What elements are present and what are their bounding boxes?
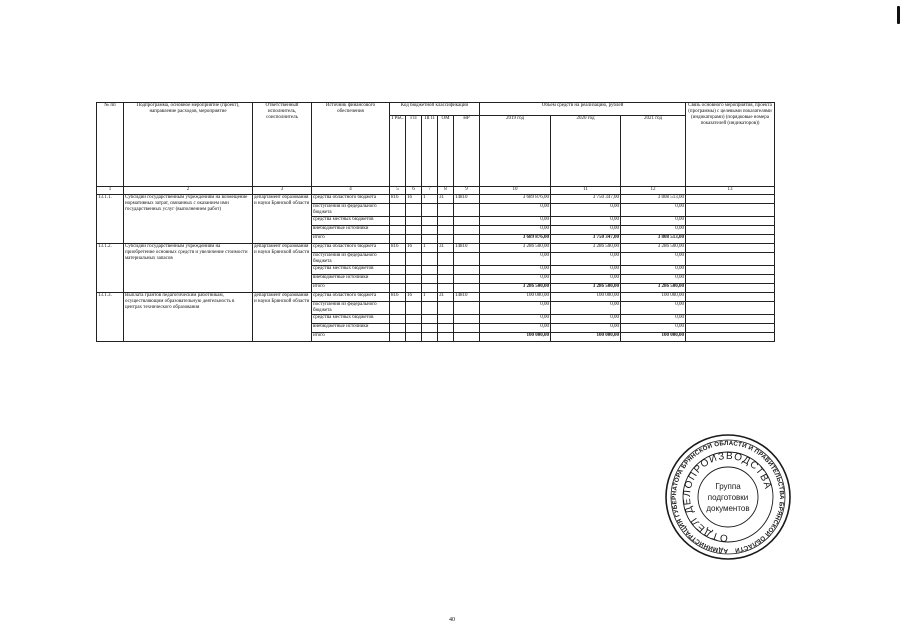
header-gp: ГП — [406, 116, 422, 187]
indicator-link-cell — [686, 275, 775, 284]
indicator-link-cell — [686, 266, 775, 275]
budget-code-cell — [454, 333, 480, 342]
funding-source: поступления из федерального бюджета — [312, 302, 390, 315]
budget-code-cell: 14810 — [454, 293, 480, 302]
amount-cell: 0,00 — [551, 315, 621, 324]
column-number: 2 — [124, 187, 253, 195]
indicator-link-cell — [686, 333, 775, 342]
budget-code-cell: 14810 — [454, 195, 480, 204]
indicator-link-cell — [686, 253, 775, 266]
funding-source: поступления из федерального бюджета — [312, 204, 390, 217]
funding-source: итого — [312, 333, 390, 342]
amount-cell: 0,00 — [551, 253, 621, 266]
item-program: Выплата грантов педагогическим работникам, осуществляющим образовательную деятельность в центрах технического образования — [124, 293, 253, 342]
item-number: 13.1.2. — [97, 244, 124, 293]
budget-code-cell — [390, 204, 406, 217]
header-program: Подпрограмма, основное мероприятие (проект), направление расходов, мероприятие — [124, 103, 253, 187]
budget-code-cell — [390, 315, 406, 324]
budget-code-cell — [454, 302, 480, 315]
amount-cell: 0,00 — [621, 204, 686, 217]
column-number: 9 — [454, 187, 480, 195]
budget-code-cell — [438, 333, 454, 342]
amount-cell: 0,00 — [621, 253, 686, 266]
header-year-2020: 2020 год — [551, 116, 621, 187]
amount-cell: 3 750 347,00 — [551, 195, 621, 204]
amount-cell: 0,00 — [480, 324, 551, 333]
header-executor: Ответственный исполнитель, соисполнитель — [253, 103, 312, 187]
budget-code-cell — [406, 315, 422, 324]
budget-code-cell: 16 — [406, 244, 422, 253]
budget-code-cell — [438, 266, 454, 275]
amount-cell: 0,00 — [621, 266, 686, 275]
amount-cell: 0,00 — [551, 217, 621, 226]
budget-code-cell — [406, 253, 422, 266]
amount-cell: 3 286 500,00 — [621, 284, 686, 293]
budget-code-cell — [390, 333, 406, 342]
column-number: 3 — [253, 187, 312, 195]
indicator-link-cell — [686, 302, 775, 315]
header-year-2019: 2019 год — [480, 116, 551, 187]
funding-source: средства местных бюджетов — [312, 266, 390, 275]
column-number: 7 — [422, 187, 438, 195]
budget-code-cell — [422, 302, 438, 315]
item-executor: департамент образования и науки Брянской области — [253, 195, 312, 244]
amount-cell: 0,00 — [621, 275, 686, 284]
budget-code-cell — [390, 302, 406, 315]
budget-code-cell — [406, 226, 422, 235]
budget-code-cell — [390, 266, 406, 275]
amount-cell: 3 808 513,00 — [621, 195, 686, 204]
amount-cell: 0,00 — [480, 266, 551, 275]
column-number-row — [97, 187, 775, 195]
budget-code-cell — [422, 266, 438, 275]
budget-code-cell — [438, 315, 454, 324]
amount-cell: 0,00 — [480, 302, 551, 315]
budget-code-cell — [406, 302, 422, 315]
amount-cell: 0,00 — [551, 302, 621, 315]
header-budget-code: Код бюджетной классификации — [390, 103, 480, 116]
funding-source: итого — [312, 235, 390, 244]
office-stamp — [662, 432, 794, 562]
amount-cell: 0,00 — [551, 204, 621, 217]
amount-cell: 0,00 — [551, 275, 621, 284]
budget-code-cell — [390, 235, 406, 244]
budget-code-cell: 31 — [438, 293, 454, 302]
budget-code-cell — [390, 275, 406, 284]
amount-cell: 0,00 — [480, 275, 551, 284]
table-body — [97, 195, 775, 342]
budget-code-cell: 1 — [422, 195, 438, 204]
amount-cell: 0,00 — [480, 217, 551, 226]
amount-cell: 0,00 — [621, 324, 686, 333]
header-pgp: ПГП — [422, 116, 438, 187]
table-row — [97, 244, 775, 253]
budget-code-cell — [406, 275, 422, 284]
header-grbs: ГРБС — [390, 116, 406, 187]
budget-code-cell: 1 — [422, 244, 438, 253]
funding-source: внебюджетные источники — [312, 324, 390, 333]
budget-code-cell — [454, 235, 480, 244]
indicator-link-cell — [686, 284, 775, 293]
indicator-link-cell — [686, 217, 775, 226]
budget-code-cell — [390, 226, 406, 235]
budget-code-cell — [438, 253, 454, 266]
amount-cell: 3 808 513,00 — [621, 235, 686, 244]
column-number: 6 — [406, 187, 422, 195]
header-volume: Объём средств на реализацию, рублей — [480, 103, 686, 116]
funding-source: средства областного бюджета — [312, 244, 390, 253]
budget-code-cell: 816 — [390, 293, 406, 302]
budget-code-cell — [406, 217, 422, 226]
header-nr: НР — [454, 116, 480, 187]
budget-code-cell — [438, 226, 454, 235]
amount-cell: 0,00 — [480, 315, 551, 324]
budget-code-cell: 16 — [406, 195, 422, 204]
funding-source: поступления из федерального бюджета — [312, 253, 390, 266]
column-number: 5 — [390, 187, 406, 195]
column-number: 13 — [686, 187, 775, 195]
budget-code-cell — [422, 204, 438, 217]
stamp-outer-text: АДМИНИСТРАЦИЯ ГУБЕРНАТОРА БРЯНСКОЙ ОБЛАСТИ И ПРАВИТЕЛЬСТВА БРЯНСКОЙ ОБЛАСТИ — [670, 439, 786, 555]
item-program: Субсидии государственным учреждениям на приобретение основных средств и увеличение стоимости материальных запасов — [124, 244, 253, 293]
amount-cell: 0,00 — [480, 226, 551, 235]
budget-code-cell — [390, 253, 406, 266]
amount-cell: 0,00 — [551, 324, 621, 333]
indicator-link-cell — [686, 195, 775, 204]
header-link: Связь основного мероприятия, проекта (программы) с целевыми показателями (индикаторами) (порядковые номера показателей (индикаторов)) — [686, 103, 775, 187]
budget-code-cell — [406, 333, 422, 342]
budget-code-cell — [422, 315, 438, 324]
amount-cell: 0,00 — [621, 217, 686, 226]
budget-code-cell — [406, 324, 422, 333]
item-number: 13.1.1. — [97, 195, 124, 244]
budget-code-cell: 31 — [438, 195, 454, 204]
budget-code-cell — [390, 324, 406, 333]
indicator-link-cell — [686, 315, 775, 324]
corner-mark — [897, 6, 900, 24]
header-om: ОМ — [438, 116, 454, 187]
budget-code-cell — [438, 324, 454, 333]
amount-cell: 0,00 — [621, 226, 686, 235]
amount-cell: 3 689 876,00 — [480, 195, 551, 204]
budget-table — [96, 102, 775, 342]
budget-code-cell — [438, 217, 454, 226]
funding-source: средства областного бюджета — [312, 293, 390, 302]
indicator-link-cell — [686, 204, 775, 217]
budget-code-cell — [422, 253, 438, 266]
budget-code-cell: 31 — [438, 244, 454, 253]
indicator-link-cell — [686, 235, 775, 244]
column-number: 8 — [438, 187, 454, 195]
amount-cell: 3 689 876,00 — [480, 235, 551, 244]
table-row — [97, 293, 775, 302]
stamp-center-line: Группа — [715, 482, 741, 491]
budget-code-cell — [454, 217, 480, 226]
amount-cell: 100 000,00 — [480, 293, 551, 302]
budget-code-cell — [422, 324, 438, 333]
column-number: 1 — [97, 187, 124, 195]
budget-code-cell — [422, 284, 438, 293]
indicator-link-cell — [686, 293, 775, 302]
item-executor: департамент образования и науки Брянской области — [253, 293, 312, 342]
budget-code-cell — [454, 315, 480, 324]
funding-source: средства местных бюджетов — [312, 217, 390, 226]
page-number: 40 — [449, 617, 455, 623]
amount-cell: 3 286 500,00 — [621, 244, 686, 253]
budget-code-cell — [454, 284, 480, 293]
funding-source: внебюджетные источники — [312, 226, 390, 235]
header-source: Источник финансового обеспечения — [312, 103, 390, 187]
amount-cell: 0,00 — [551, 266, 621, 275]
stamp-ring-text: ОТДЕЛ ДЕЛОПРОИЗВОДСТВА — [681, 450, 774, 544]
budget-code-cell: 816 — [390, 195, 406, 204]
budget-code-cell — [406, 266, 422, 275]
budget-code-cell — [454, 324, 480, 333]
amount-cell: 3 286 500,00 — [551, 244, 621, 253]
budget-code-cell — [454, 275, 480, 284]
table-row — [97, 195, 775, 204]
funding-source: средства местных бюджетов — [312, 315, 390, 324]
budget-code-cell: 1 — [422, 293, 438, 302]
budget-code-cell — [422, 275, 438, 284]
amount-cell: 0,00 — [480, 204, 551, 217]
amount-cell: 0,00 — [480, 253, 551, 266]
budget-code-cell — [422, 217, 438, 226]
column-number: 4 — [312, 187, 390, 195]
header-year-2021: 2021 год — [621, 116, 686, 187]
indicator-link-cell — [686, 324, 775, 333]
funding-source: средства областного бюджета — [312, 195, 390, 204]
item-executor: департамент образования и науки Брянской области — [253, 244, 312, 293]
column-number: 10 — [480, 187, 551, 195]
budget-code-cell — [406, 235, 422, 244]
budget-code-cell — [422, 333, 438, 342]
budget-code-cell — [454, 226, 480, 235]
header-no: № пп — [97, 103, 124, 187]
amount-cell: 0,00 — [551, 226, 621, 235]
budget-code-cell — [438, 275, 454, 284]
budget-code-cell: 16 — [406, 293, 422, 302]
budget-code-cell — [454, 253, 480, 266]
amount-cell: 100 000,00 — [621, 333, 686, 342]
column-number: 12 — [621, 187, 686, 195]
budget-code-cell: 816 — [390, 244, 406, 253]
amount-cell: 100 000,00 — [480, 333, 551, 342]
budget-code-cell — [390, 217, 406, 226]
amount-cell: 100 000,00 — [551, 293, 621, 302]
budget-code-cell — [406, 204, 422, 217]
item-number: 13.1.3. — [97, 293, 124, 342]
funding-source: внебюджетные источники — [312, 275, 390, 284]
budget-code-cell — [438, 204, 454, 217]
amount-cell: 3 750 347,00 — [551, 235, 621, 244]
funding-source: итого — [312, 284, 390, 293]
budget-code-cell — [422, 235, 438, 244]
amount-cell: 3 286 500,00 — [551, 284, 621, 293]
budget-code-cell — [390, 284, 406, 293]
budget-code-cell — [438, 302, 454, 315]
item-program: Субсидии государственным учреждениям на возмещение нормативных затрат, связанных с оказанием ими государственных услуг (выполнением работ) — [124, 195, 253, 244]
budget-code-cell — [406, 284, 422, 293]
budget-code-cell — [438, 235, 454, 244]
amount-cell: 100 000,00 — [621, 293, 686, 302]
budget-code-cell — [438, 284, 454, 293]
indicator-link-cell — [686, 244, 775, 253]
amount-cell: 3 286 500,00 — [480, 244, 551, 253]
budget-code-cell — [454, 204, 480, 217]
stamp-center-line: подготовки — [707, 493, 749, 502]
amount-cell: 3 286 500,00 — [480, 284, 551, 293]
column-number: 11 — [551, 187, 621, 195]
indicator-link-cell — [686, 226, 775, 235]
amount-cell: 0,00 — [621, 315, 686, 324]
amount-cell: 0,00 — [621, 302, 686, 315]
budget-code-cell: 14810 — [454, 244, 480, 253]
amount-cell: 100 000,00 — [551, 333, 621, 342]
budget-code-cell — [454, 266, 480, 275]
budget-code-cell — [422, 226, 438, 235]
stamp-center-line: документов — [706, 504, 750, 513]
